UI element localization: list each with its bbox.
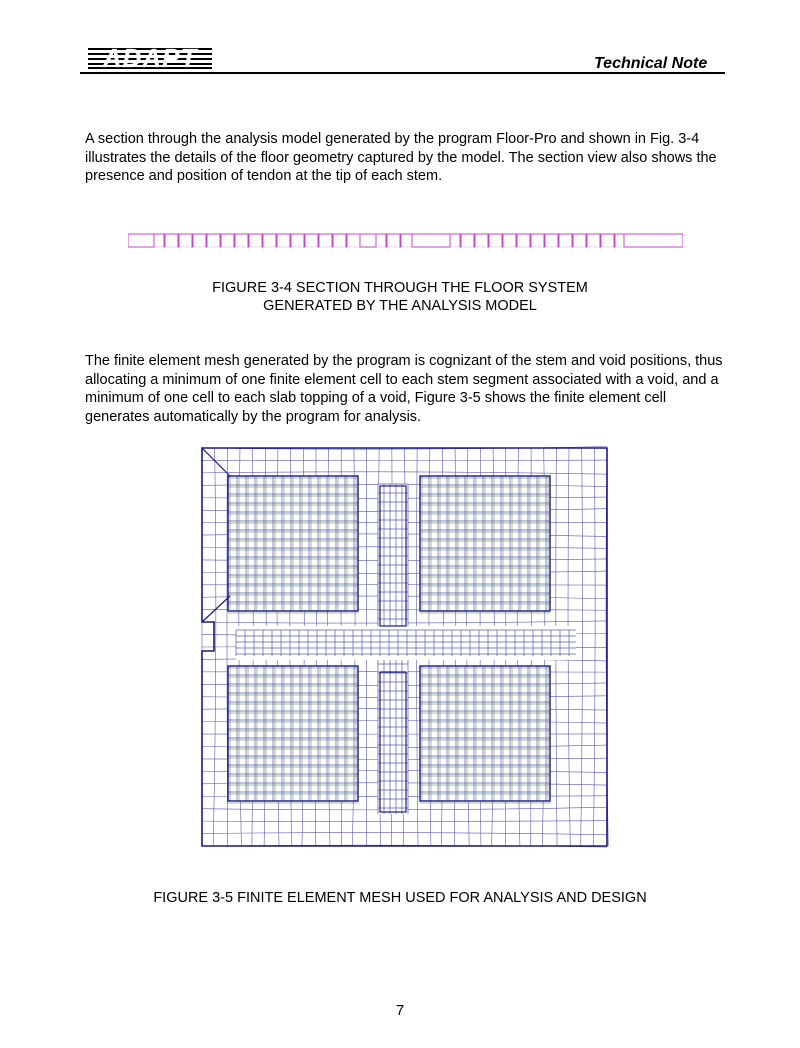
figure-3-4-caption-line1: FIGURE 3-4 SECTION THROUGH THE FLOOR SYSTEM <box>212 280 588 296</box>
paragraph-section-description: A section through the analysis model generated by the program Floor-Pro and shown in Fig. 3-4 illustrates the details of the floor geometry captured by the model. The section view also shows the presence and position of tendon at the tip of each stem. <box>85 131 717 185</box>
floor-section-drawing <box>128 232 683 250</box>
figure-3-4-caption-line2: GENERATED BY THE ANALYSIS MODEL <box>263 298 537 314</box>
page-number: 7 <box>395 1002 405 1019</box>
figure-3-5-caption: FIGURE 3-5 FINITE ELEMENT MESH USED FOR ANALYSIS AND DESIGN <box>153 890 647 906</box>
header-rule <box>80 72 725 74</box>
svg-text:ADAPT: ADAPT <box>102 46 198 70</box>
paragraph-mesh-description: The finite element mesh generated by the program is cognizant of the stem and void positions, thus allocating a minimum of one finite element cell to each stem segment associated with a void, and a minimum of one cell to each slab topping of a void, Figure 3-5 shows the finite element cell generates automatically by the program for analysis. <box>85 353 723 425</box>
adapt-logo <box>88 46 212 70</box>
technical-note-label: Technical Note <box>594 55 708 72</box>
finite-element-mesh <box>200 446 609 848</box>
